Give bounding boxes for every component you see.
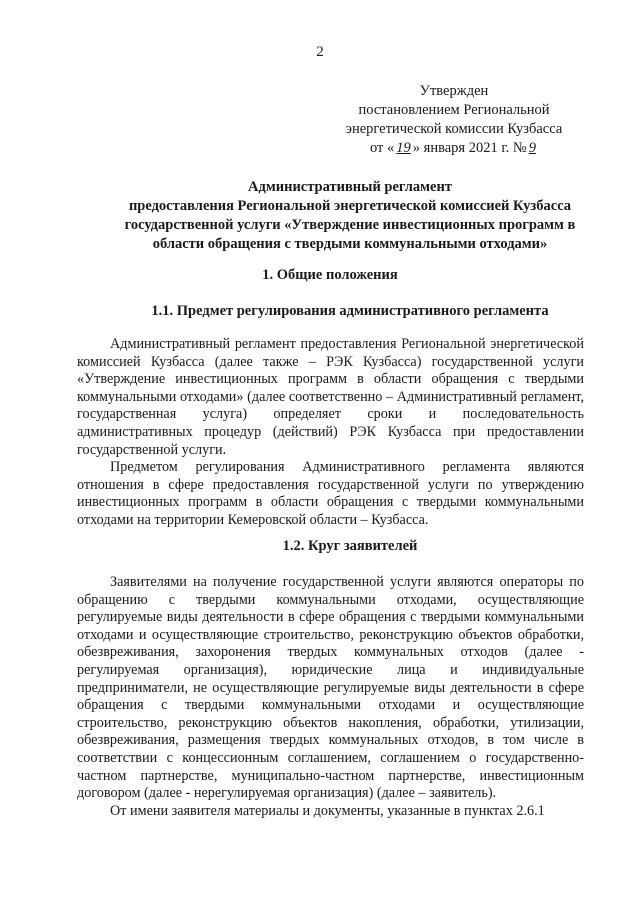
paragraph: От имени заявителя материалы и документы, указанные в пунктах 2.6.1: [110, 802, 545, 819]
subsection-heading-subject: 1.1. Предмет регулирования административного регламента: [151, 303, 549, 319]
section-1-2-body: [77, 574, 584, 820]
date-day: 19: [396, 140, 411, 156]
page-number: 2: [316, 44, 324, 60]
decree-number: 9: [528, 140, 536, 156]
approval-line: энергетической комиссии Кузбасса: [345, 121, 563, 137]
date-prefix: от «: [370, 140, 395, 156]
approval-line: постановлением Региональной: [358, 102, 550, 118]
title-line: государственной услуги «Утверждение инвестиционных программ в: [124, 217, 576, 233]
paragraph: Административный регламент предоставления Региональной энергетической комиссией Кузбасса (далее также – РЭК Кузбасса) государственной услуги «Утверждение инвестиционных программ в области обращения с твердыми коммунальными отходами» (далее соответственно – Административный регламент, государственная услуга) определяет сроки и последовательность административных процедур (действий) РЭК Кузбасса при предоставлении государственной услуги.: [77, 336, 584, 458]
title-line: области обращения с твердыми коммунальными отходами»: [152, 236, 548, 252]
paragraph: Заявителями на получение государственной услуги являются операторы по обращению с твердыми коммунальными отходами, осуществляющие регулируемые виды деятельности в сфере обращения с твердыми коммунальными отходами и осуществляющие строительство, реконструкцию объектов обработки, обезвреживания, захоронения твердых коммунальных отходов (далее - регулируемая организация), юридические лица и индивидуальные предприниматели, не осуществляющие регулируемые виды деятельности в сфере обращения с твердыми коммунальными отходами и осуществляющие строительство, реконструкцию объектов накопления, обработки, утилизации, обезвреживания, размещения твердых коммунальных отходов, в том числе в соответствии с концессионным соглашением, соглашением о государственно-частном партнерстве, муниципально-частном партнерстве, инвестиционным договором (далее - нерегулируемая организация) (далее – заявитель).: [77, 574, 584, 802]
section-1-1-body: [77, 336, 584, 530]
approval-stamp-block: [314, 82, 594, 158]
subsection-heading-applicants: 1.2. Круг заявителей: [282, 538, 418, 554]
title-line: предоставления Региональной энергетической комиссией Кузбасса: [128, 198, 572, 214]
section-heading-general: 1. Общие положения: [262, 267, 398, 283]
date-middle: » января 2021 г. №: [412, 140, 527, 156]
paragraph: Предметом регулирования Административного регламента являются отношения в сфере предоставления государственной услуги по утверждению инвестиционных программ в области обращения с твердыми коммунальными отходами на территории Кемеровской области – Кузбасса.: [77, 459, 584, 528]
approval-line: Утвержден: [419, 83, 489, 99]
document-title: [90, 178, 610, 254]
approval-date-line: [314, 139, 594, 158]
title-line: Административный регламент: [248, 179, 452, 195]
